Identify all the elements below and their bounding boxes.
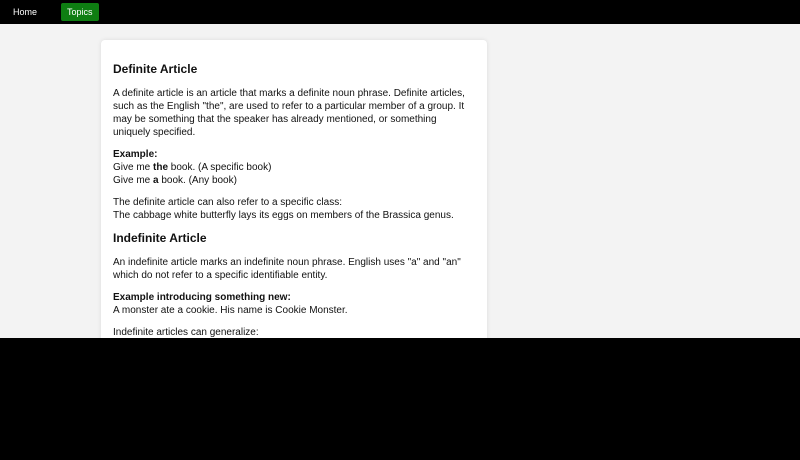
definite-example-2-pre: Give me [113,175,154,186]
definite-article-intro: A definite article is an article that marks a definite noun phrase. Definite articles, such as the English "the", are used to refer to a particular member of a group. It may be something that the speaker has already mentioned, or something uniquely specified. [113,88,465,138]
definite-class-line-2: The cabbage white butterfly lays its eggs on members of the Brassica genus. [113,210,454,221]
definite-class-block [113,196,475,222]
bottom-black-area [0,338,800,460]
nav-topics-link[interactable]: Topics [61,3,99,21]
indefinite-example-label: Example introducing something new: [113,292,291,303]
content-card [101,40,487,338]
top-navbar [0,0,800,24]
indefinite-example-text: A monster ate a cookie. His name is Cookie Monster. [113,305,348,316]
page-area[interactable] [0,24,800,338]
definite-example-block [113,148,475,187]
definite-example-2-post: book. (Any book) [158,175,237,186]
definite-example-1-post: book. (A specific book) [168,162,272,173]
definite-example-2-bold: a [153,175,159,186]
indefinite-article-intro: An indefinite article marks an indefinite noun phrase. English uses "a" and "an" which do not refer to a specific identifiable entity. [113,257,461,281]
indefinite-example-block [113,291,475,317]
indefinite-article-heading: Indefinite Article [113,231,207,245]
definite-class-line-1: The definite article can also refer to a specific class: [113,197,342,208]
nav-home-link[interactable]: Home [13,7,38,17]
definite-example-1-bold: the [153,162,169,173]
indefinite-partial-line: Indefinite articles can generalize: [113,327,259,338]
definite-article-heading: Definite Article [113,62,198,76]
definite-example-label: Example: [113,149,158,160]
definite-example-1-pre: Give me [113,162,154,173]
